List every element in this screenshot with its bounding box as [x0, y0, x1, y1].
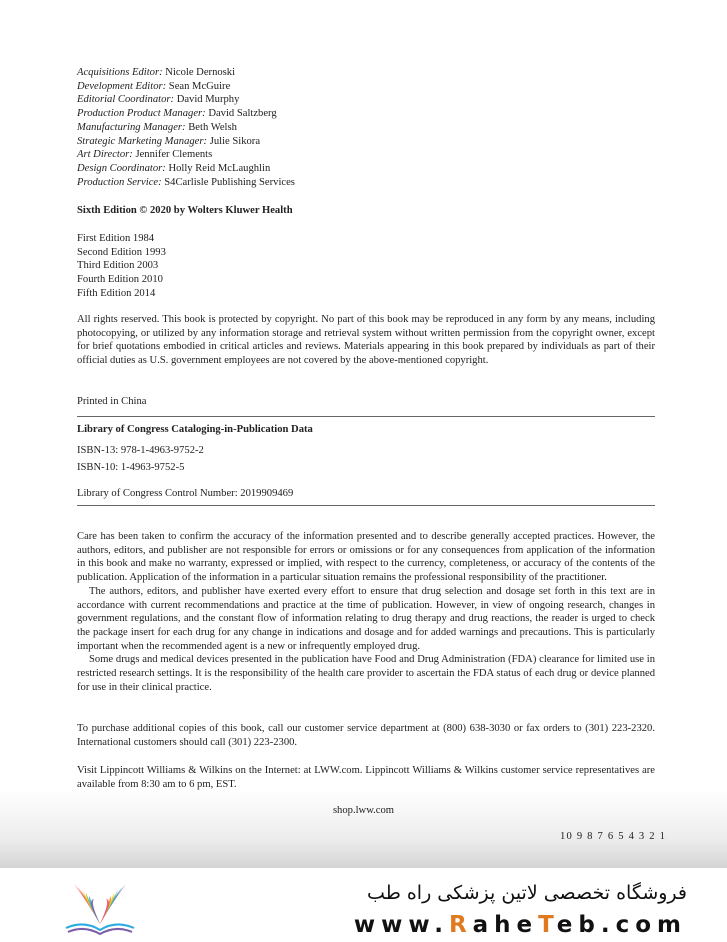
purchase-info: To purchase additional copies of this book, call our customer service department at (800) 638-3030 or fax orders to (301) 223-2320. International customers should call (301) 223-2300.	[77, 723, 655, 748]
credit-line: Acquisitions Editor: Nicole Dernoski	[77, 67, 236, 78]
cip-heading: Library of Congress Cataloging-in-Publication Data	[77, 424, 313, 435]
store-tagline: فروشگاه تخصصی لاتین پزشکی راه طب	[367, 882, 687, 904]
loc-control-number: Library of Congress Control Number: 2019909469	[77, 488, 294, 499]
credit-line: Production Service: S4Carlisle Publishing Services	[77, 176, 295, 188]
credit-line: Production Product Manager: David Saltzberg	[77, 108, 277, 120]
store-url: www.RaheTeb.com	[353, 912, 687, 938]
open-book-logo-icon	[60, 872, 140, 936]
shop-url: shop.lww.com	[332, 805, 395, 816]
credits-list	[77, 66, 655, 189]
edition-line: Second Edition 1993	[77, 246, 166, 258]
edition-line: Third Edition 2003	[77, 260, 159, 272]
divider	[77, 416, 655, 417]
credit-line: Strategic Marketing Manager: Julie Sikora	[77, 135, 261, 147]
disclaimer	[77, 530, 655, 694]
credit-line: Editorial Coordinator: David Murphy	[77, 94, 240, 106]
divider	[77, 505, 655, 506]
edition-line: First Edition 1984	[77, 233, 155, 244]
edition-history	[77, 232, 655, 301]
credit-line: Manufacturing Manager: Beth Welsh	[77, 121, 237, 133]
website-info: Visit Lippincott Williams & Wilkins on the Internet: at LWW.com. Lippincott Williams & Wilkins customer service representatives are available from 8:30 am to 6 pm, EST.	[77, 765, 655, 790]
logo-page-left	[74, 884, 100, 924]
logo-page-right	[100, 899, 109, 924]
printed-in: Printed in China	[77, 396, 147, 407]
credit-line: Design Coordinator: Holly Reid McLaughlin	[77, 162, 271, 174]
copyright-line: Sixth Edition © 2020 by Wolters Kluwer Health	[77, 205, 293, 216]
disclaimer-paragraph: Some drugs and medical devices presented in the publication have Food and Drug Administration (FDA) clearance for limited use in restricted research settings. It is the responsibility of the health care provider to ascertain the FDA status of each drug or device planned for use in their clinical practice.	[77, 654, 655, 693]
credit-line: Development Editor: Sean McGuire	[77, 80, 231, 92]
store-banner	[0, 868, 727, 942]
isbn-10: ISBN-10: 1-4963-9752-5	[77, 462, 185, 473]
logo-page-left	[91, 899, 100, 924]
logo-page-right	[100, 884, 126, 924]
edition-line: Fifth Edition 2014	[77, 287, 156, 299]
logo-page-right	[100, 896, 111, 924]
credit-line: Art Director: Jennifer Clements	[77, 149, 213, 161]
edition-line: Fourth Edition 2010	[77, 274, 163, 286]
disclaimer-paragraph: Care has been taken to confirm the accuracy of the information presented and to describe generally accepted practices. However, the authors, editors, and publisher are not responsible for errors or omissions or for any consequences from application of the information in this book and make no warranty, expressed or implied, with respect to the currency, completeness, or accuracy of the contents of the publication. Application of the information in a particular situation remains the professional responsibility of the practitioner.	[77, 531, 655, 584]
print-line: 10 9 8 7 6 5 4 3 2 1	[560, 831, 667, 842]
isbn-13: ISBN-13: 978-1-4963-9752-2	[77, 445, 204, 456]
logo-page-left	[89, 896, 100, 924]
rights-statement: All rights reserved. This book is protected by copyright. No part of this book may be reproduced in any form by any means, including photocopying, or utilized by any information storage and retrieval system without written permission from the copyright owner, except for brief quotations embodied in critical articles and reviews. Materials appearing in this book prepared by individuals as part of their official duties as U.S. government employees are not covered by the above-mentioned copyright.	[77, 314, 655, 367]
disclaimer-paragraph: The authors, editors, and publisher have exerted every effort to ensure that drug selection and dosage set forth in this text are in accordance with current recommendations and practice at the time of publication. However, in view of ongoing research, changes in government regulations, and the constant flow of information relating to drug therapy and drug reactions, the reader is urged to check the package insert for each drug for any change in indications and dosage and for added warnings and precautions. This is particularly important when the recommended agent is a new or infrequently employed drug.	[77, 585, 655, 652]
